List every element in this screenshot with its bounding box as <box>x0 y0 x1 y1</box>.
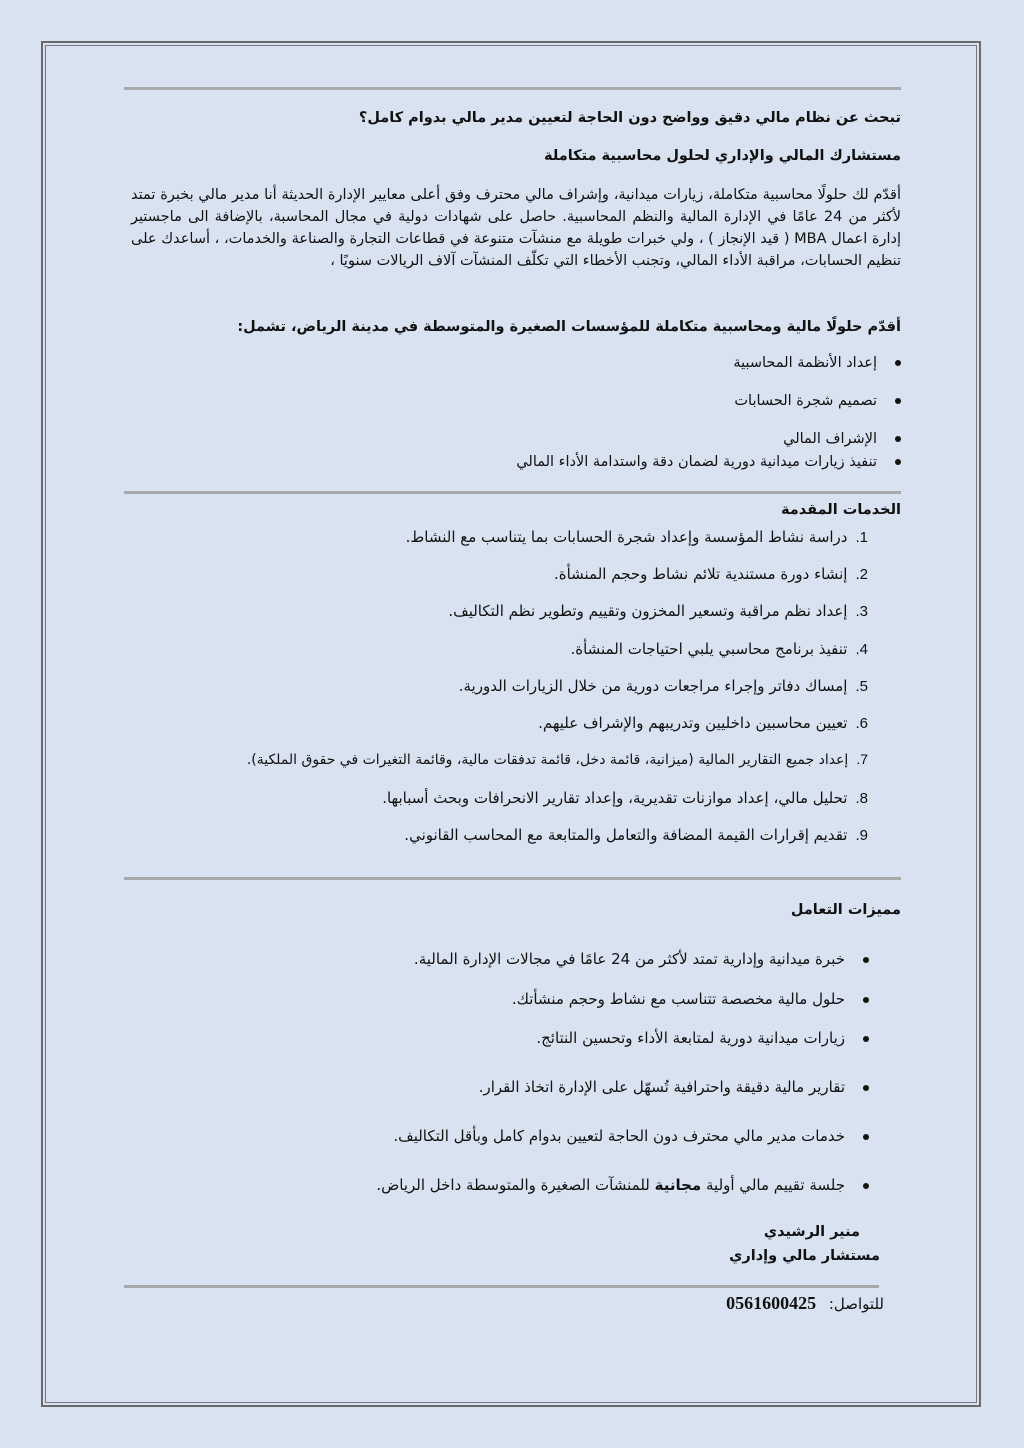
headline-question: تبحث عن نظام مالي دقيق وواضح دون الحاجة لتعيين مدير مالي بدوام كامل؟ <box>358 110 901 126</box>
list-item: جلسة تقييم مالي أولية مجانية للمنشآت الصغيرة والمتوسطة داخل الرياض. <box>376 1176 869 1194</box>
list-item: تصميم شجرة الحسابات <box>734 393 901 409</box>
bullet-icon <box>863 1134 869 1140</box>
list-item: 3.إعداد نظم مراقبة وتسعير المخزون وتقييم وتطوير نظم التكاليف. <box>448 602 868 620</box>
bullet-icon <box>863 1036 869 1042</box>
bullet-icon <box>863 997 869 1003</box>
divider <box>124 491 901 494</box>
list-item: 1.دراسة نشاط المؤسسة وإعداد شجرة الحسابات بما يتناسب مع النشاط. <box>405 528 868 546</box>
divider <box>124 877 901 880</box>
contact-label: للتواصل: <box>828 1295 884 1313</box>
subheadline: مستشارك المالي والإداري لحلول محاسبية متكاملة <box>544 148 901 164</box>
list-item: 2.إنشاء دورة مستندية تلائم نشاط وحجم المنشأة. <box>553 565 868 583</box>
list-item: 7.إعداد جميع التقارير المالية (ميزانية، قائمة دخل، قائمة تدفقات مالية، وقائمة التغيرات في حقوق الملكية). <box>246 751 868 768</box>
bullet-icon <box>895 398 901 404</box>
services-heading: الخدمات المقدمة <box>780 502 901 518</box>
list-item: الإشراف المالي <box>783 431 901 447</box>
bullet-icon <box>895 360 901 366</box>
intro-paragraph: أقدّم لك حلولًا محاسبية متكاملة، زيارات ميدانية، وإشراف مالي محترف وفق أعلى معايير الإدارة الحديثة أنا مدير مالي بخبرة تمتد لأكثر من 24 عامًا في الإدارة المالية والنظم المحاسبية. حاصل على شهادات دولية في مجال المحاسبة، بالإضافة الى ماجستير إدارة اعمال MBA ( قيد الإنجاز ) ، ولي خبرات طويلة مع منشآت متنوعة في قطاعات التجارة والصناعة والخدمات، ، أساعدك على تنظيم الحسابات، مراقبة الأداء المالي، وتجنب الأخطاء التي تكلّف المنشآت آلاف الريالات سنويًا ، <box>131 187 902 269</box>
list-item: إعداد الأنظمة المحاسبية <box>733 355 901 371</box>
bullet-icon <box>863 957 869 963</box>
bullet-icon <box>895 436 901 442</box>
divider <box>124 1285 879 1288</box>
list-item: 4.تنفيذ برنامج محاسبي يلبي احتياجات المنشأة. <box>570 640 868 658</box>
bullet-icon <box>863 1183 869 1189</box>
list-item: تنفيذ زيارات ميدانية دورية لضمان دقة واستدامة الأداء المالي <box>516 454 901 470</box>
offer-heading: أقدّم حلولًا مالية ومحاسبية متكاملة للمؤسسات الصغيرة والمتوسطة في مدينة الرياض، تشمل: <box>237 319 901 335</box>
list-item: 9.تقديم إقرارات القيمة المضافة والتعامل والمتابعة مع المحاسب القانوني. <box>404 826 868 844</box>
signature-title: مستشار مالي وإداري <box>729 1248 880 1264</box>
list-item: خبرة ميدانية وإدارية تمتد لأكثر من 24 عامًا في مجالات الإدارة المالية. <box>414 950 869 968</box>
list-item: حلول مالية مخصصة تتناسب مع نشاط وحجم منشأتك. <box>512 990 869 1008</box>
list-item: 8.تحليل مالي، إعداد موازنات تقديرية، وإعداد تقارير الانحرافات وبحث أسبابها. <box>382 789 868 807</box>
list-item: زيارات ميدانية دورية لمتابعة الأداء وتحسين النتائج. <box>536 1029 869 1047</box>
list-item: 6.تعيين محاسبين داخليين وتدريبهم والإشراف عليهم. <box>538 714 868 732</box>
offer-list <box>501 355 901 475</box>
phone-number[interactable]: 0561600425 <box>726 1293 817 1313</box>
features-heading: مميزات التعامل <box>790 902 901 918</box>
bullet-icon <box>895 459 901 465</box>
signature-name: منير الرشيدي <box>763 1224 860 1240</box>
list-item: تقارير مالية دقيقة واحترافية تُسهّل على الإدارة اتخاذ القرار. <box>479 1078 869 1096</box>
list-item: 5.إمساك دفاتر وإجراء مراجعات دورية من خلال الزيارات الدورية. <box>458 677 868 695</box>
list-item: خدمات مدير مالي محترف دون الحاجة لتعيين بدوام كامل وبأقل التكاليف. <box>393 1127 869 1145</box>
divider <box>124 87 901 90</box>
contact-line <box>726 1293 884 1314</box>
bullet-icon <box>863 1085 869 1091</box>
